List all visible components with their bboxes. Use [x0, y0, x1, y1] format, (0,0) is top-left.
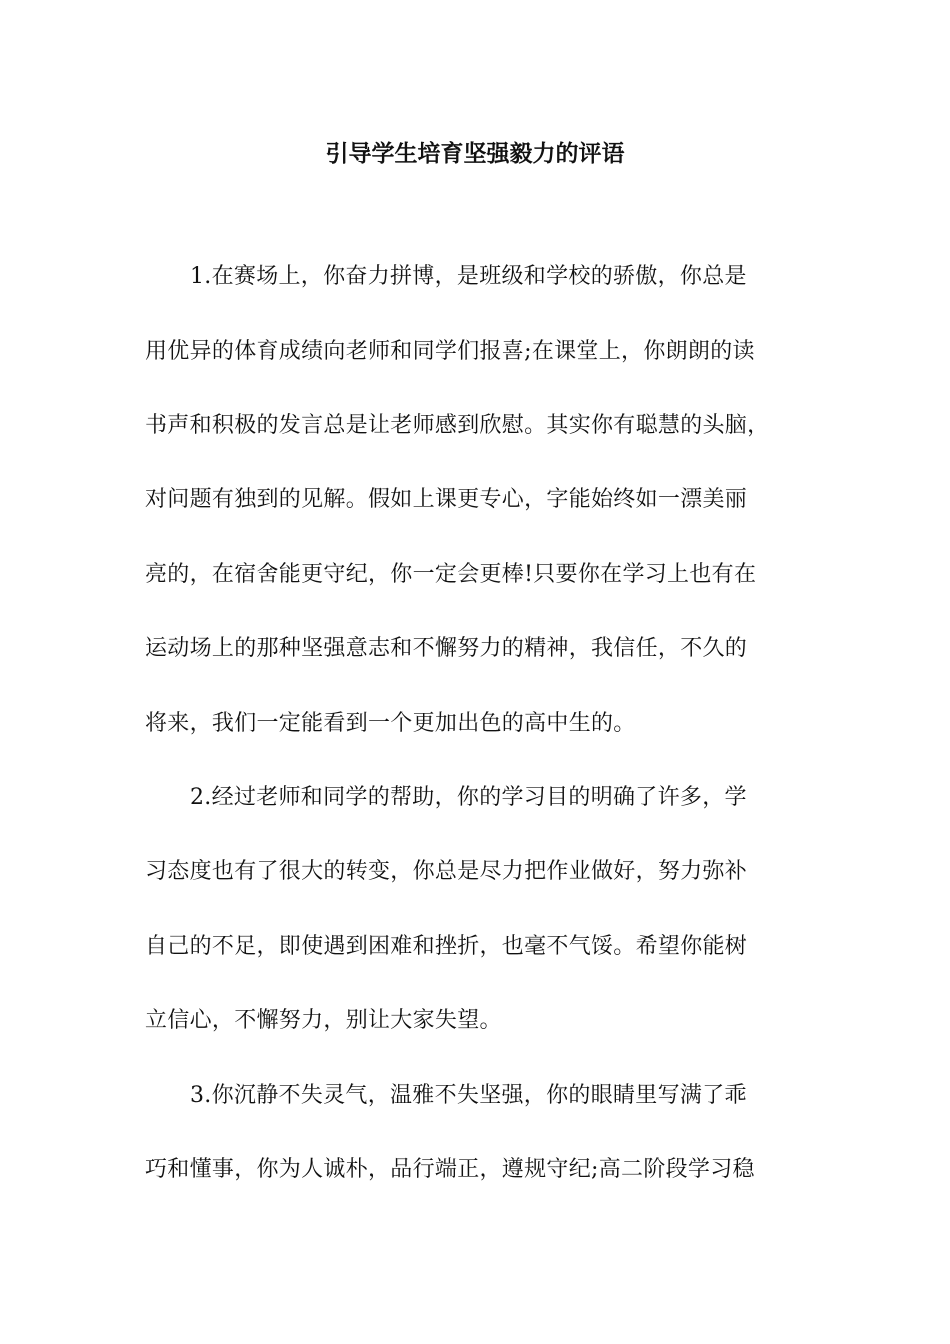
paragraph-3-line-2: 巧和懂事，你为人诚朴，品行端正，遵规守纪;高二阶段学习稳	[145, 1157, 755, 1182]
paragraph-1-line-6: 运动场上的那种坚强意志和不懈努力的精神，我信任，不久的	[145, 636, 748, 661]
paragraph-1-line-2: 用优异的体育成绩向老师和同学们报喜;在课堂上，你朗朗的读	[145, 339, 755, 364]
paragraph-2-line-1: 2.经过老师和同学的帮助，你的学习目的明确了许多，学	[190, 785, 747, 810]
paragraph-1-line-7: 将来，我们一定能看到一个更加出色的高中生的。	[145, 711, 636, 736]
document-title: 引导学生培育坚强毅力的评语	[325, 141, 625, 167]
paragraph-1-line-3: 书声和积极的发言总是让老师感到欣慰。其实你有聪慧的头脑，	[145, 413, 770, 438]
paragraph-2-line-2: 习态度也有了很大的转变，你总是尽力把作业做好，努力弥补	[145, 859, 748, 884]
paragraph-1-line-4: 对问题有独到的见解。假如上课更专心，字能始终如一漂美丽	[145, 487, 748, 512]
paragraph-2-line-3: 自己的不足，即使遇到困难和挫折，也毫不气馁。希望你能树	[145, 934, 748, 959]
paragraph-1-line-1: 1.在赛场上，你奋力拼博，是班级和学校的骄傲，你总是	[190, 264, 747, 289]
paragraph-2-line-4: 立信心，不懈努力，别让大家失望。	[145, 1008, 502, 1033]
paragraph-3-line-1: 3.你沉静不失灵气，温雅不失坚强，你的眼睛里写满了乖	[190, 1083, 747, 1108]
paragraph-1-line-5: 亮的，在宿舍能更守纪，你一定会更棒!只要你在学习上也有在	[145, 562, 757, 587]
